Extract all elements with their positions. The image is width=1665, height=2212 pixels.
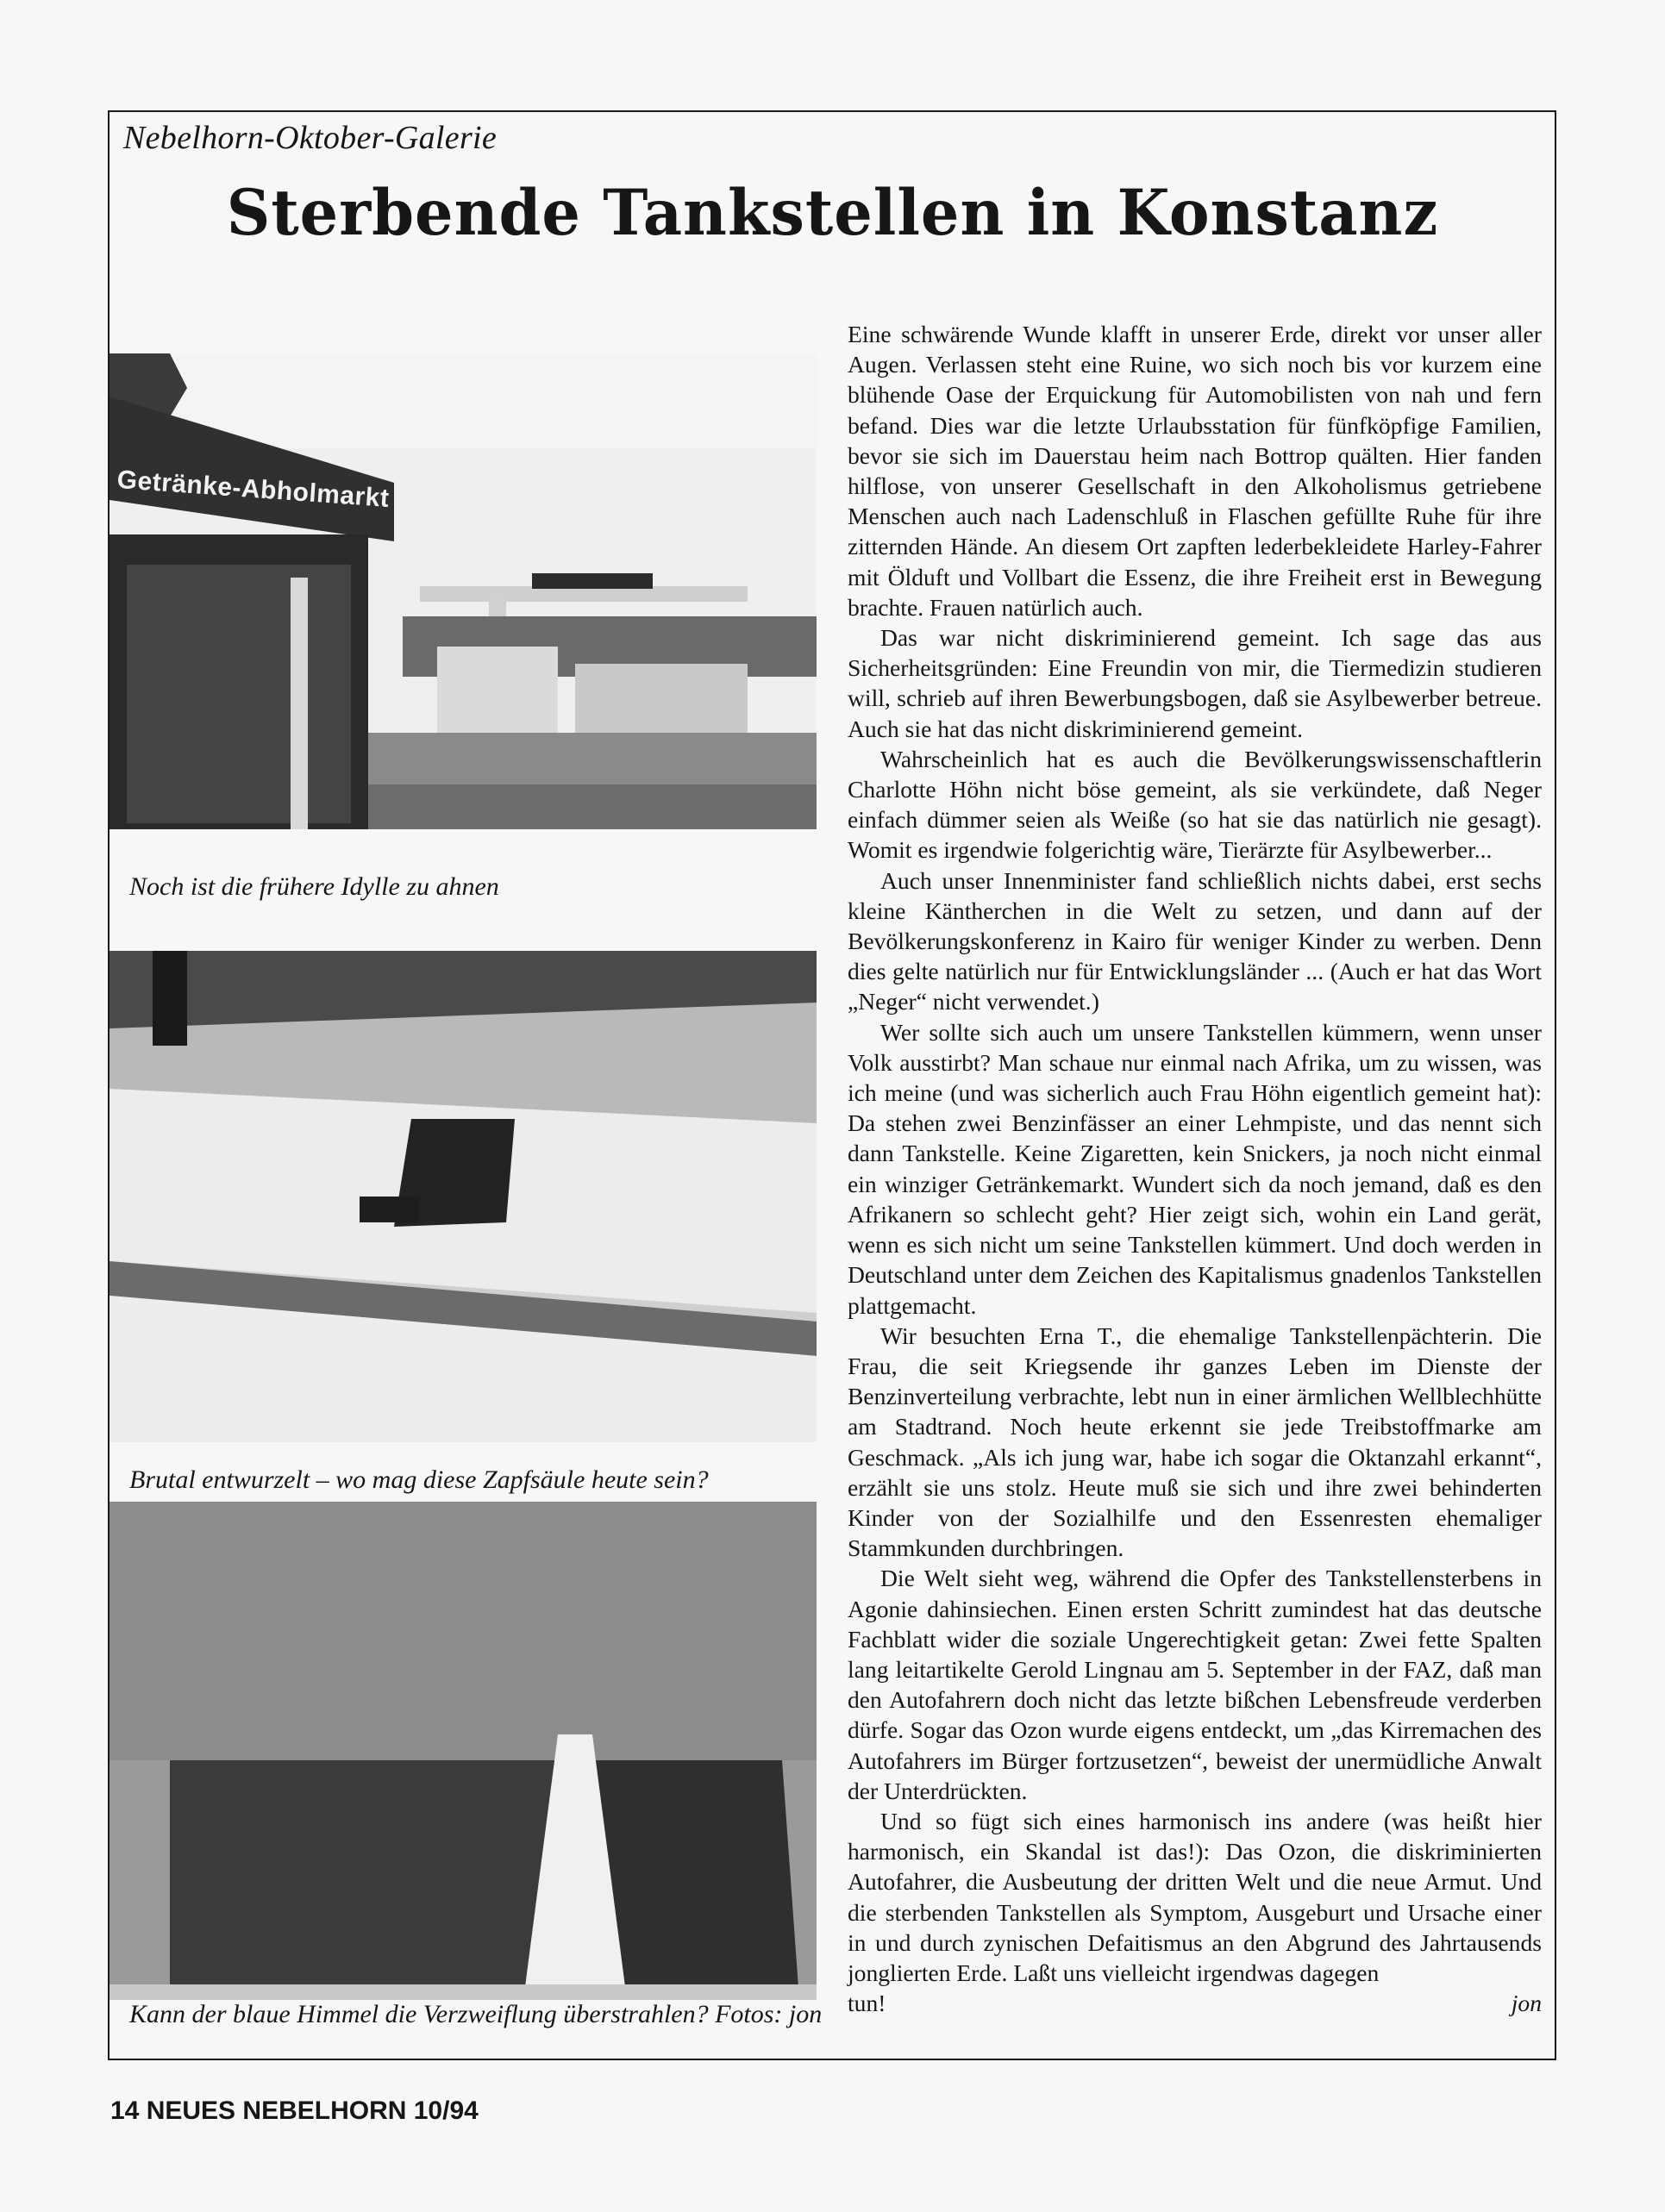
caption-2: Brutal entwurzelt – wo mag diese Zapfsäule heute sein? — [129, 1465, 709, 1494]
sign-text: Getränke-Abholmarkt — [116, 466, 391, 513]
page-footer: 14 NEUES NEBELHORN 10/94 — [110, 2096, 479, 2125]
photo-uprooted-pump — [110, 951, 817, 1442]
article-last-line: tun! — [848, 1990, 886, 2017]
photo-blue-sky — [110, 1502, 817, 2000]
article-paragraph: Und so fügt sich eines harmonisch ins andere (was heißt hier harmonisch, ein Skandal ist das!): Das Ozon, die diskriminierten Autofahrer, die Ausbeutung der dritten Welt und die neue Armut. Und die sterbenden Tankstellen als Symptom, Ausgeburt und Ursache einer in und durch zynischen Defaitismus an den Abgrund des Jahrtausends jonglierten Erde. Laßt uns vielleicht irgendwas dagegen — [848, 1807, 1542, 1986]
article-paragraph: Eine schwärende Wunde klafft in unserer Erde, direkt vor unser aller Augen. Verlassen steht eine Ruine, wo sich noch bis vor kurzem eine blühende Oase der Erquickung für Automobilisten von nah und fern befand. Dies war die letzte Urlaubsstation für fünfköpfige Familien, bevor sie sich im Dauerstau heim nach Bottrop quälten. Hier fanden hilflose, von unserer Gesellschaft in den Alkoholismus getriebene Menschen auch nach Ladenschluß in Flaschen gefüllte Ruhe für ihre zitternden Hände. An diesem Ort zapften lederbekleidete Harley-Fahrer mit Ölduft und Vollbart die Essenz, die ihre Freiheit erst in Bewegung brachte. Frauen natürlich auch. — [848, 321, 1542, 621]
article-body — [848, 319, 1542, 2018]
article-paragraph: Wer sollte sich auch um unsere Tankstellen kümmern, wenn unser Volk ausstirbt? Man schaue nur einmal nach Afrika, um zu wissen, was ich meine (und was sicherlich auch Frau Höhn eigentlich gemeint hat): Da stehen zwei Benzinfässer an einer Lehmpiste, und das nennt sich dann Tankstelle. Keine Zigaretten, kein Snickers, ja noch nicht einmal ein winziger Getränkemarkt. Wundert sich da noch jemand, daß es den Afrikanern so schlecht geht? Hier zeigt sich, wohin ein Land gerät, wenn es sich nicht um seine Tankstellen kümmert. Und doch werden in Deutschland unter dem Zeichen des Kapitalismus gnadenlos Tankstellen plattgemacht. — [848, 1018, 1542, 1319]
article-paragraph: Auch unser Innenminister fand schließlich nichts dabei, erst sechs kleine Käntherchen in die Welt zu setzen, und dann auf der Bevölkerungskonferenz in Kairo für weniger Kinder zu werben. Denn dies gelte natürlich nur für Entwicklungsländer ... (Auch er hat das Wort „Neger“ nicht verwendet.) — [848, 866, 1542, 1015]
article-author: jon — [1511, 1990, 1542, 2017]
article-closing-line — [848, 1988, 1542, 2018]
section-label: Nebelhorn-Oktober-Galerie — [123, 120, 498, 156]
caption-1: Noch ist die frühere Idylle zu ahnen — [129, 872, 499, 901]
article-paragraph: Das war nicht diskriminierend gemeint. Ich sage das aus Sicherheitsgründen: Eine Freundin von mir, die Tiermedizin studieren will, schrieb auf ihren Bewerbungsbogen, daß sie Asylbewerber betreue. Auch sie hat das nicht diskriminierend gemeint. — [848, 624, 1542, 742]
headline: Sterbende Tankstellen in Konstanz — [226, 174, 1439, 251]
article-paragraph: Die Welt sieht weg, während die Opfer des Tankstellensterbens in Agonie dahinsiechen. Einen ersten Schritt zumindest hat das deutsche Fachblatt wider die soziale Ungerechtigkeit getan: Zwei fette Spalten lang leitartikelte Gerold Lingnau am 5. September in der FAZ, daß man den Autofahrern doch nicht das letzte bißchen Lebensfreude verderben dürfe. Sogar das Ozon wurde eigens entdeckt, um „das Kirremachen des Autofahrers im Bürger fortzusetzen“, beweist der unermüdliche Anwalt der Unterdrückten. — [848, 1565, 1542, 1804]
photo-gas-station — [110, 353, 817, 829]
caption-3: Kann der blaue Himmel die Verzweiflung überstrahlen? Fotos: jon — [129, 2000, 823, 2028]
article-paragraph: Wir besuchten Erna T., die ehemalige Tankstellenpächterin. Die Frau, die seit Kriegsende ihr ganzes Leben im Dienste der Benzinverteilung verbrachte, lebt nun in einer ärmlichen Wellblechhütte am Stadtrand. Noch heute erkennt sie jede Treibstoffmarke am Geschmack. „Als ich jung war, habe ich sogar die Oktanzahl erkannt“, erzählt sie uns stolz. Heute muß sie sich und ihre zwei behinderten Kinder von der Sozialhilfe und den Essenresten ehemaliger Stammkunden durchbringen. — [848, 1322, 1542, 1562]
article-paragraph: Wahrscheinlich hat es auch die Bevölkerungswissenschaftlerin Charlotte Höhn nicht böse gemeint, als sie verkündete, daß Neger einfach dümmer seien als Weiße (so hat sie das natürlich nie gesagt). Womit es irgendwie folgerichtig wäre, Tierärzte für Asylbewerber... — [848, 745, 1542, 864]
